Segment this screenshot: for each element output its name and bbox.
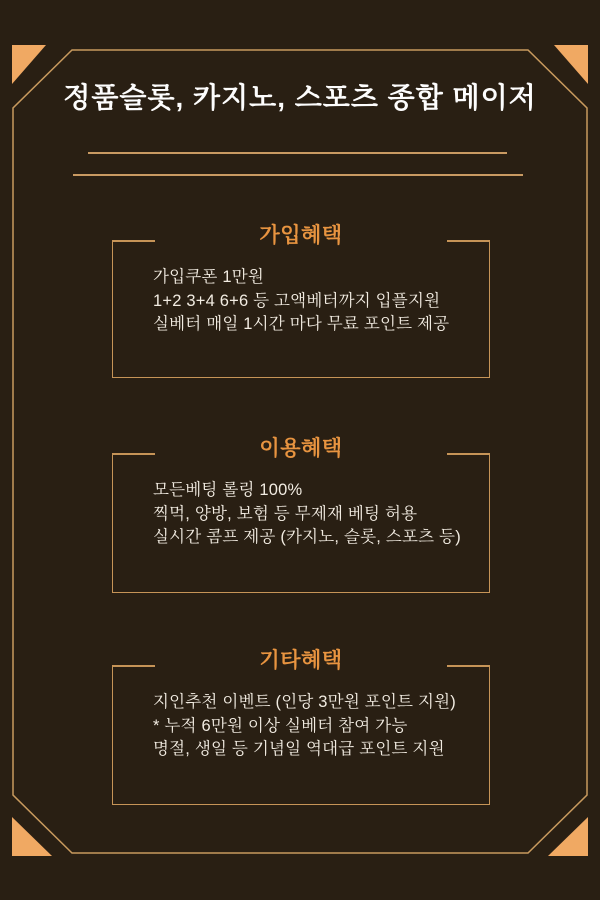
benefit-line: 1+2 3+4 6+6 등 고액베터까지 입플지원 [153,291,441,310]
benefit-line: 실시간 콤프 제공 (카지노, 슬롯, 스포츠 등) [153,528,461,546]
section-body [113,665,489,762]
divider-line-bottom [73,174,523,176]
benefit-line: 지인추천 이벤트 (인당 3만원 포인트 지원) [153,693,456,711]
benefit-line: * 누적 6만원 이상 실베터 참여 가능 [153,716,408,735]
benefit-line: 모든베팅 롤링 100% [153,481,303,499]
benefit-line: 명절, 생일 등 기념일 역대급 포인트 지원 [153,740,445,758]
section-signup-benefits [112,224,490,378]
corner-triangle-bottom-right-icon [548,817,588,856]
section-usage-benefits [112,437,490,593]
benefit-line: 실베터 매일 1시간 마다 무료 포인트 제공 [153,315,450,333]
benefit-line: 찍먹, 양방, 보험 등 무제재 베팅 허용 [153,504,418,523]
section-other-benefits [112,649,490,805]
section-title-signup: 가입혜택 [259,224,343,247]
section-title-usage: 이용혜택 [259,437,343,460]
benefit-line: 가입쿠폰 1만원 [153,268,264,286]
page-title: 정품슬롯, 카지노, 스포츠 종합 메이저 [63,82,537,113]
section-body [113,240,489,337]
section-body [113,453,489,550]
section-title-other: 기타혜택 [259,649,343,672]
divider-line-top [88,152,507,154]
corner-triangle-bottom-left-icon [12,817,52,856]
